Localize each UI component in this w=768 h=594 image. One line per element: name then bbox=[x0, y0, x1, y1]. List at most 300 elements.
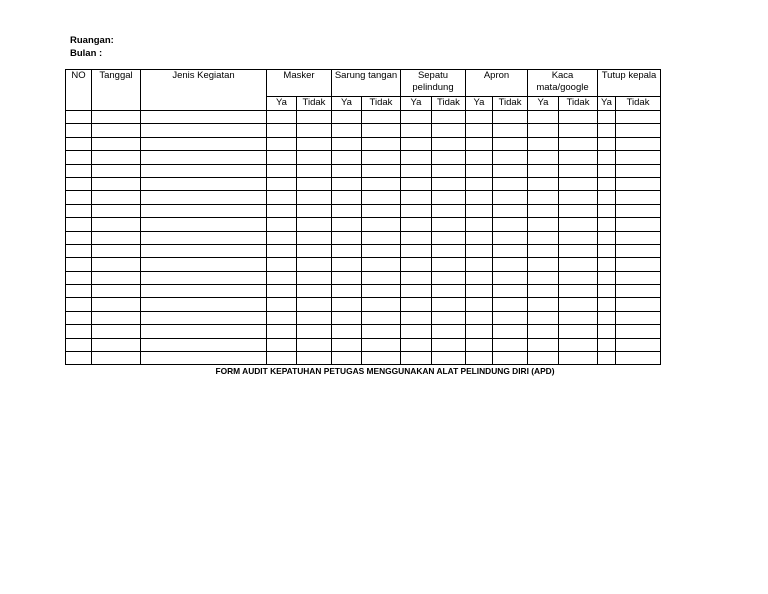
table-cell[interactable] bbox=[297, 111, 332, 124]
table-cell[interactable] bbox=[559, 258, 598, 271]
table-cell[interactable] bbox=[401, 137, 432, 150]
table-cell[interactable] bbox=[141, 191, 267, 204]
table-cell[interactable] bbox=[332, 338, 362, 351]
table-cell[interactable] bbox=[528, 137, 559, 150]
table-cell[interactable] bbox=[528, 164, 559, 177]
table-cell[interactable] bbox=[92, 111, 141, 124]
table-cell[interactable] bbox=[267, 191, 297, 204]
table-cell[interactable] bbox=[141, 204, 267, 217]
table-cell[interactable] bbox=[559, 191, 598, 204]
table-cell[interactable] bbox=[362, 191, 401, 204]
table-cell[interactable] bbox=[362, 231, 401, 244]
table-cell[interactable] bbox=[493, 177, 528, 190]
table-cell[interactable] bbox=[141, 298, 267, 311]
table-cell[interactable] bbox=[141, 218, 267, 231]
table-cell[interactable] bbox=[493, 285, 528, 298]
table-row bbox=[66, 352, 661, 365]
table-cell[interactable] bbox=[66, 177, 92, 190]
table-cell[interactable] bbox=[559, 311, 598, 324]
table-cell[interactable] bbox=[598, 352, 616, 365]
table-cell[interactable] bbox=[598, 325, 616, 338]
table-cell[interactable] bbox=[66, 204, 92, 217]
table-cell[interactable] bbox=[66, 311, 92, 324]
table-cell[interactable] bbox=[92, 124, 141, 137]
table-cell[interactable] bbox=[528, 285, 559, 298]
table-cell[interactable] bbox=[297, 177, 332, 190]
table-cell[interactable] bbox=[432, 352, 466, 365]
table-cell[interactable] bbox=[66, 258, 92, 271]
table-cell[interactable] bbox=[66, 111, 92, 124]
table-cell[interactable] bbox=[332, 352, 362, 365]
table-cell[interactable] bbox=[528, 325, 559, 338]
table-cell[interactable] bbox=[267, 137, 297, 150]
table-cell[interactable] bbox=[66, 137, 92, 150]
table-cell[interactable] bbox=[466, 164, 493, 177]
table-cell[interactable] bbox=[92, 231, 141, 244]
table-cell[interactable] bbox=[493, 218, 528, 231]
table-cell[interactable] bbox=[559, 285, 598, 298]
table-cell[interactable] bbox=[332, 218, 362, 231]
table-cell[interactable] bbox=[466, 218, 493, 231]
table-cell[interactable] bbox=[432, 204, 466, 217]
table-cell[interactable] bbox=[297, 352, 332, 365]
table-cell[interactable] bbox=[332, 111, 362, 124]
table-cell[interactable] bbox=[332, 298, 362, 311]
table-cell[interactable] bbox=[297, 271, 332, 284]
table-cell[interactable] bbox=[297, 231, 332, 244]
table-cell[interactable] bbox=[559, 352, 598, 365]
table-cell[interactable] bbox=[66, 325, 92, 338]
table-cell[interactable] bbox=[401, 177, 432, 190]
table-cell[interactable] bbox=[297, 311, 332, 324]
table-cell[interactable] bbox=[92, 352, 141, 365]
table-cell[interactable] bbox=[267, 218, 297, 231]
table-cell[interactable] bbox=[401, 164, 432, 177]
table-cell[interactable] bbox=[466, 231, 493, 244]
table-cell[interactable] bbox=[66, 218, 92, 231]
table-cell[interactable] bbox=[598, 218, 616, 231]
table-row bbox=[66, 124, 661, 137]
table-cell[interactable] bbox=[528, 338, 559, 351]
table-cell[interactable] bbox=[141, 244, 267, 257]
table-cell[interactable] bbox=[559, 111, 598, 124]
table-cell[interactable] bbox=[432, 311, 466, 324]
table-cell[interactable] bbox=[332, 191, 362, 204]
table-cell[interactable] bbox=[493, 124, 528, 137]
table-cell[interactable] bbox=[401, 258, 432, 271]
table-cell[interactable] bbox=[559, 338, 598, 351]
table-cell[interactable] bbox=[297, 285, 332, 298]
table-cell[interactable] bbox=[267, 204, 297, 217]
table-cell[interactable] bbox=[616, 151, 661, 164]
table-cell[interactable] bbox=[66, 352, 92, 365]
table-cell[interactable] bbox=[267, 231, 297, 244]
table-cell[interactable] bbox=[267, 177, 297, 190]
table-cell[interactable] bbox=[297, 298, 332, 311]
table-cell[interactable] bbox=[92, 311, 141, 324]
table-cell[interactable] bbox=[528, 191, 559, 204]
table-cell[interactable] bbox=[528, 311, 559, 324]
table-cell[interactable] bbox=[332, 231, 362, 244]
table-cell[interactable] bbox=[362, 325, 401, 338]
table-cell[interactable] bbox=[332, 164, 362, 177]
table-cell[interactable] bbox=[362, 204, 401, 217]
table-cell[interactable] bbox=[267, 285, 297, 298]
table-cell[interactable] bbox=[616, 298, 661, 311]
table-cell[interactable] bbox=[598, 124, 616, 137]
table-cell[interactable] bbox=[141, 177, 267, 190]
table-cell[interactable] bbox=[466, 204, 493, 217]
table-row bbox=[66, 111, 661, 124]
table-cell[interactable] bbox=[616, 352, 661, 365]
table-cell[interactable] bbox=[92, 285, 141, 298]
table-cell[interactable] bbox=[332, 124, 362, 137]
table-cell[interactable] bbox=[141, 151, 267, 164]
table-cell[interactable] bbox=[559, 177, 598, 190]
table-cell[interactable] bbox=[616, 164, 661, 177]
table-cell[interactable] bbox=[466, 338, 493, 351]
table-cell[interactable] bbox=[598, 164, 616, 177]
table-cell[interactable] bbox=[401, 191, 432, 204]
table-cell[interactable] bbox=[332, 177, 362, 190]
table-cell[interactable] bbox=[297, 137, 332, 150]
table-cell[interactable] bbox=[493, 244, 528, 257]
table-cell[interactable] bbox=[598, 298, 616, 311]
table-cell[interactable] bbox=[528, 111, 559, 124]
table-cell[interactable] bbox=[332, 244, 362, 257]
table-row bbox=[66, 151, 661, 164]
table-cell[interactable] bbox=[92, 204, 141, 217]
table-cell[interactable] bbox=[362, 137, 401, 150]
table-cell[interactable] bbox=[598, 177, 616, 190]
table-cell[interactable] bbox=[528, 258, 559, 271]
table-cell[interactable] bbox=[401, 204, 432, 217]
table-cell[interactable] bbox=[401, 231, 432, 244]
table-cell[interactable] bbox=[332, 204, 362, 217]
table-cell[interactable] bbox=[559, 298, 598, 311]
table-cell[interactable] bbox=[616, 191, 661, 204]
table-cell[interactable] bbox=[362, 338, 401, 351]
table-cell[interactable] bbox=[401, 311, 432, 324]
table-cell[interactable] bbox=[92, 191, 141, 204]
table-cell[interactable] bbox=[466, 244, 493, 257]
table-cell[interactable] bbox=[92, 298, 141, 311]
table-cell[interactable] bbox=[493, 137, 528, 150]
table-cell[interactable] bbox=[559, 151, 598, 164]
table-cell[interactable] bbox=[598, 258, 616, 271]
table-cell[interactable] bbox=[493, 311, 528, 324]
table-cell[interactable] bbox=[598, 137, 616, 150]
table-cell[interactable] bbox=[141, 258, 267, 271]
table-cell[interactable] bbox=[493, 151, 528, 164]
table-cell[interactable] bbox=[432, 151, 466, 164]
table-cell[interactable] bbox=[432, 124, 466, 137]
table-cell[interactable] bbox=[466, 177, 493, 190]
table-cell[interactable] bbox=[66, 285, 92, 298]
table-cell[interactable] bbox=[528, 298, 559, 311]
table-cell[interactable] bbox=[528, 352, 559, 365]
sub-ya-header: Ya bbox=[332, 97, 362, 111]
table-cell[interactable] bbox=[362, 298, 401, 311]
table-cell[interactable] bbox=[332, 151, 362, 164]
table-cell[interactable] bbox=[297, 218, 332, 231]
table-cell[interactable] bbox=[401, 151, 432, 164]
table-cell[interactable] bbox=[267, 124, 297, 137]
table-cell[interactable] bbox=[493, 271, 528, 284]
table-cell[interactable] bbox=[362, 352, 401, 365]
table-cell[interactable] bbox=[66, 191, 92, 204]
table-cell[interactable] bbox=[432, 285, 466, 298]
table-row bbox=[66, 311, 661, 324]
table-cell[interactable] bbox=[432, 177, 466, 190]
table-cell[interactable] bbox=[92, 338, 141, 351]
table-cell[interactable] bbox=[141, 338, 267, 351]
table-cell[interactable] bbox=[616, 177, 661, 190]
table-cell[interactable] bbox=[267, 151, 297, 164]
table-cell[interactable] bbox=[466, 124, 493, 137]
table-cell[interactable] bbox=[401, 218, 432, 231]
table-cell[interactable] bbox=[616, 271, 661, 284]
table-cell[interactable] bbox=[616, 258, 661, 271]
table-cell[interactable] bbox=[528, 151, 559, 164]
sub-tidak-header: Tidak bbox=[432, 97, 466, 111]
table-cell[interactable] bbox=[598, 271, 616, 284]
table-cell[interactable] bbox=[297, 164, 332, 177]
table-cell[interactable] bbox=[401, 124, 432, 137]
table-cell[interactable] bbox=[401, 271, 432, 284]
table-cell[interactable] bbox=[362, 258, 401, 271]
table-cell[interactable] bbox=[493, 164, 528, 177]
table-cell[interactable] bbox=[141, 325, 267, 338]
table-cell[interactable] bbox=[528, 177, 559, 190]
table-cell[interactable] bbox=[466, 352, 493, 365]
table-cell[interactable] bbox=[297, 258, 332, 271]
table-cell[interactable] bbox=[598, 285, 616, 298]
table-cell[interactable] bbox=[493, 231, 528, 244]
sub-ya-header: Ya bbox=[267, 97, 297, 111]
table-cell[interactable] bbox=[598, 204, 616, 217]
table-cell[interactable] bbox=[267, 271, 297, 284]
table-cell[interactable] bbox=[332, 285, 362, 298]
table-cell[interactable] bbox=[362, 164, 401, 177]
table-cell[interactable] bbox=[141, 124, 267, 137]
table-cell[interactable] bbox=[466, 191, 493, 204]
table-cell[interactable] bbox=[432, 271, 466, 284]
table-cell[interactable] bbox=[362, 271, 401, 284]
table-row bbox=[66, 244, 661, 257]
table-cell[interactable] bbox=[267, 352, 297, 365]
table-cell[interactable] bbox=[141, 164, 267, 177]
table-cell[interactable] bbox=[362, 177, 401, 190]
table-cell[interactable] bbox=[297, 244, 332, 257]
table-cell[interactable] bbox=[466, 298, 493, 311]
table-cell[interactable] bbox=[332, 258, 362, 271]
table-cell[interactable] bbox=[493, 204, 528, 217]
table-cell[interactable] bbox=[432, 218, 466, 231]
table-cell[interactable] bbox=[559, 271, 598, 284]
table-cell[interactable] bbox=[92, 218, 141, 231]
table-cell[interactable] bbox=[616, 325, 661, 338]
table-cell[interactable] bbox=[493, 298, 528, 311]
table-cell[interactable] bbox=[66, 164, 92, 177]
table-cell[interactable] bbox=[616, 204, 661, 217]
table-cell[interactable] bbox=[616, 218, 661, 231]
table-cell[interactable] bbox=[528, 124, 559, 137]
table-cell[interactable] bbox=[432, 244, 466, 257]
table-cell[interactable] bbox=[598, 191, 616, 204]
table-cell[interactable] bbox=[92, 164, 141, 177]
table-cell[interactable] bbox=[432, 338, 466, 351]
table-cell[interactable] bbox=[598, 111, 616, 124]
table-cell[interactable] bbox=[66, 124, 92, 137]
table-cell[interactable] bbox=[432, 111, 466, 124]
table-cell[interactable] bbox=[598, 151, 616, 164]
table-cell[interactable] bbox=[267, 164, 297, 177]
table-cell[interactable] bbox=[141, 311, 267, 324]
table-cell[interactable] bbox=[297, 151, 332, 164]
table-cell[interactable] bbox=[141, 111, 267, 124]
table-cell[interactable] bbox=[559, 124, 598, 137]
table-cell[interactable] bbox=[616, 231, 661, 244]
table-cell[interactable] bbox=[332, 137, 362, 150]
table-cell[interactable] bbox=[432, 164, 466, 177]
table-cell[interactable] bbox=[401, 338, 432, 351]
table-cell[interactable] bbox=[92, 325, 141, 338]
table-cell[interactable] bbox=[598, 338, 616, 351]
table-cell[interactable] bbox=[141, 231, 267, 244]
table-cell[interactable] bbox=[92, 151, 141, 164]
table-cell[interactable] bbox=[432, 231, 466, 244]
table-cell[interactable] bbox=[616, 338, 661, 351]
table-cell[interactable] bbox=[432, 298, 466, 311]
table-cell[interactable] bbox=[66, 271, 92, 284]
table-cell[interactable] bbox=[559, 325, 598, 338]
table-cell[interactable] bbox=[297, 191, 332, 204]
table-cell[interactable] bbox=[66, 338, 92, 351]
table-cell[interactable] bbox=[528, 231, 559, 244]
table-cell[interactable] bbox=[493, 325, 528, 338]
table-cell[interactable] bbox=[362, 218, 401, 231]
table-cell[interactable] bbox=[92, 244, 141, 257]
table-cell[interactable] bbox=[528, 218, 559, 231]
table-cell[interactable] bbox=[92, 271, 141, 284]
table-cell[interactable] bbox=[466, 325, 493, 338]
table-cell[interactable] bbox=[362, 311, 401, 324]
table-cell[interactable] bbox=[528, 271, 559, 284]
table-cell[interactable] bbox=[401, 298, 432, 311]
table-cell[interactable] bbox=[466, 258, 493, 271]
table-cell[interactable] bbox=[432, 325, 466, 338]
table-cell[interactable] bbox=[598, 311, 616, 324]
table-cell[interactable] bbox=[267, 338, 297, 351]
table-cell[interactable] bbox=[297, 325, 332, 338]
table-cell[interactable] bbox=[332, 271, 362, 284]
table-cell[interactable] bbox=[401, 352, 432, 365]
table-cell[interactable] bbox=[267, 244, 297, 257]
table-cell[interactable] bbox=[598, 244, 616, 257]
table-row bbox=[66, 325, 661, 338]
table-cell[interactable] bbox=[528, 204, 559, 217]
table-cell[interactable] bbox=[141, 352, 267, 365]
table-cell[interactable] bbox=[66, 298, 92, 311]
table-cell[interactable] bbox=[432, 137, 466, 150]
table-row bbox=[66, 298, 661, 311]
sub-tidak-header: Tidak bbox=[493, 97, 528, 111]
table-cell[interactable] bbox=[559, 244, 598, 257]
table-cell[interactable] bbox=[401, 285, 432, 298]
table-cell[interactable] bbox=[267, 258, 297, 271]
table-cell[interactable] bbox=[616, 311, 661, 324]
table-cell[interactable] bbox=[466, 311, 493, 324]
table-cell[interactable] bbox=[528, 244, 559, 257]
table-row bbox=[66, 191, 661, 204]
table-cell[interactable] bbox=[141, 271, 267, 284]
table-cell[interactable] bbox=[616, 285, 661, 298]
table-cell[interactable] bbox=[493, 258, 528, 271]
table-cell[interactable] bbox=[401, 111, 432, 124]
table-cell[interactable] bbox=[559, 137, 598, 150]
table-cell[interactable] bbox=[92, 137, 141, 150]
table-cell[interactable] bbox=[362, 244, 401, 257]
table-cell[interactable] bbox=[267, 325, 297, 338]
table-cell[interactable] bbox=[432, 191, 466, 204]
table-cell[interactable] bbox=[559, 164, 598, 177]
table-cell[interactable] bbox=[267, 298, 297, 311]
table-cell[interactable] bbox=[141, 285, 267, 298]
table-cell[interactable] bbox=[66, 231, 92, 244]
table-cell[interactable] bbox=[267, 311, 297, 324]
group-sarung-tangan-header: Sarung tangan bbox=[332, 70, 401, 97]
table-cell[interactable] bbox=[141, 137, 267, 150]
table-cell[interactable] bbox=[466, 137, 493, 150]
table-cell[interactable] bbox=[493, 111, 528, 124]
table-cell[interactable] bbox=[362, 111, 401, 124]
table-cell[interactable] bbox=[559, 231, 598, 244]
table-cell[interactable] bbox=[466, 285, 493, 298]
table-cell[interactable] bbox=[66, 151, 92, 164]
table-cell[interactable] bbox=[401, 325, 432, 338]
table-cell[interactable] bbox=[362, 124, 401, 137]
table-cell[interactable] bbox=[332, 325, 362, 338]
table-cell[interactable] bbox=[297, 124, 332, 137]
table-cell[interactable] bbox=[559, 218, 598, 231]
ruangan-label: Ruangan: bbox=[70, 35, 114, 46]
table-cell[interactable] bbox=[493, 338, 528, 351]
table-cell[interactable] bbox=[401, 244, 432, 257]
table-cell[interactable] bbox=[559, 204, 598, 217]
table-cell[interactable] bbox=[466, 111, 493, 124]
table-cell[interactable] bbox=[362, 151, 401, 164]
table-cell[interactable] bbox=[332, 311, 362, 324]
table-cell[interactable] bbox=[466, 151, 493, 164]
table-cell[interactable] bbox=[362, 285, 401, 298]
table-cell[interactable] bbox=[66, 244, 92, 257]
table-cell[interactable] bbox=[432, 258, 466, 271]
table-cell[interactable] bbox=[92, 177, 141, 190]
table-cell[interactable] bbox=[616, 111, 661, 124]
table-cell[interactable] bbox=[616, 124, 661, 137]
table-cell[interactable] bbox=[92, 258, 141, 271]
table-cell[interactable] bbox=[493, 191, 528, 204]
table-cell[interactable] bbox=[493, 352, 528, 365]
table-cell[interactable] bbox=[267, 111, 297, 124]
table-cell[interactable] bbox=[297, 338, 332, 351]
table-cell[interactable] bbox=[297, 204, 332, 217]
table-cell[interactable] bbox=[616, 244, 661, 257]
table-cell[interactable] bbox=[598, 231, 616, 244]
table-cell[interactable] bbox=[466, 271, 493, 284]
table-cell[interactable] bbox=[616, 137, 661, 150]
